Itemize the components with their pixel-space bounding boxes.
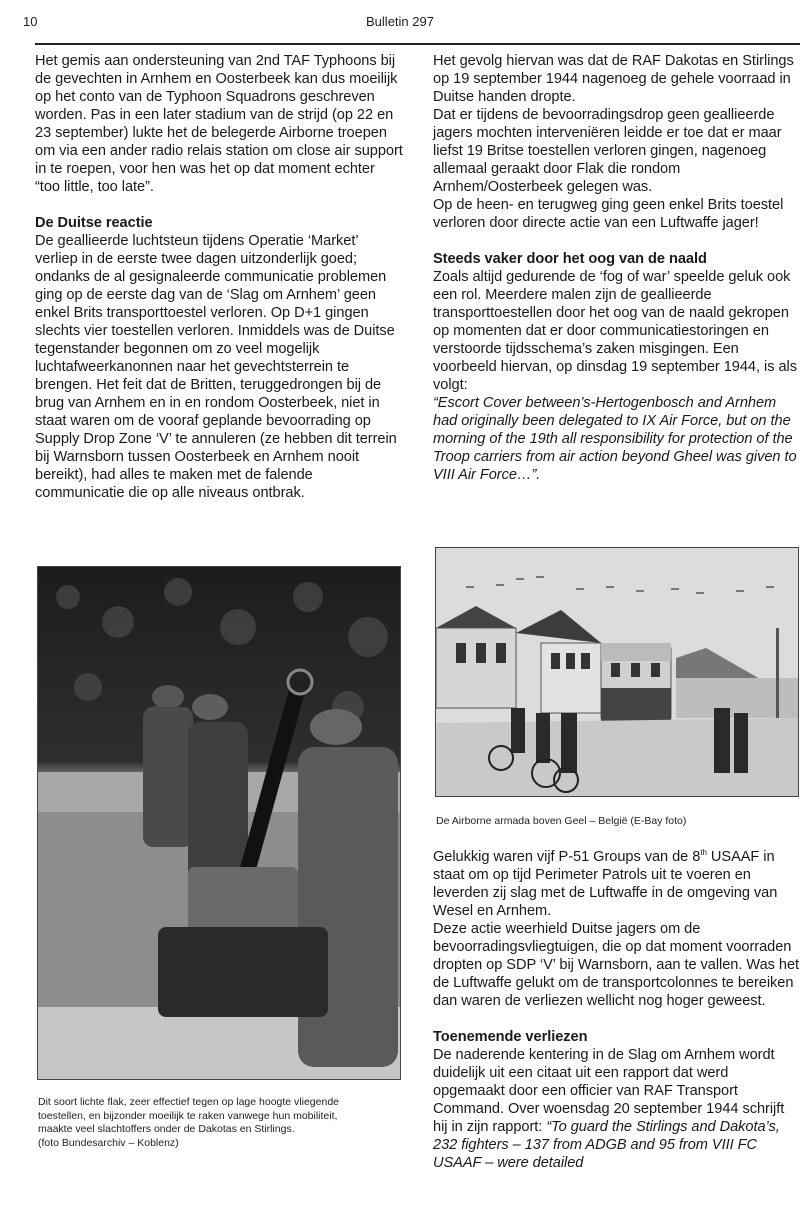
section-paragraph-duitse-reactie: De geallieerde luchtsteun tijdens Operatie ‘Market’ verliep in de eerste twee dagen uitzonderlijk goed; ondanks de al gesignaleerde communicatie problemen ging op de eerste dag van de ‘Slag om Arnhem’ geen enkel Brits transporttoestel verloren. Op D+1 gingen slechts vier toestellen verloren. Inmiddels was de Duitse tegenstander begonnen om zo veel mogelijk luchtafweerkanonnen naar het gevechtsterrein te brengen. Het feit dat de Britten, teruggedrongen bij de brug van Arnhem en in en rondom Oosterbeek, niet in staat waren om de vooraf geplande bevoorrading op Supply Drop Zone ‘V’ te annuleren (ze hebben dit terrein bij Warnsborn tussen Oosterbeek en Arnhem nooit bereikt), had alles te maken met de falende communicatie die op alle niveaus ontbrak. xyxy=(35,233,397,501)
caption-line: toestellen, en bijzonder moeilijk te raken vanwege hun mobiliteit, xyxy=(38,1109,338,1122)
geel-street-image xyxy=(436,548,798,796)
caption-line: maakte veel slachtoffers onder de Dakotas en Stirlings. xyxy=(38,1123,295,1135)
flak-gun-image xyxy=(38,567,400,1079)
paragraph-gevolg: Het gevolg hiervan was dat de RAF Dakotas en Stirlings op 19 september 1944 nagenoeg de gehele voorraad in Duitse handen dropte. xyxy=(433,53,794,105)
right-column-lower xyxy=(433,848,800,1172)
escort-cover-quote: “Escort Cover between’s-Hertogenbosch and Arnhem had originally been delegated to IX Air Force, but on the morning of the 19th all responsibility for protection of the Troop carriers from air action beyond Gheel was given to VIII Air Force…”. xyxy=(433,395,797,483)
p51-text-before: Gelukkig waren vijf P-51 Groups van de 8 xyxy=(433,849,701,865)
section-heading-oog-van-de-naald: Steeds vaker door het oog van de naald xyxy=(433,251,707,267)
section-paragraph-oog-van-de-naald: Zoals altijd gedurende de ‘fog of war’ speelde geluk ook een rol. Meerdere malen zijn de geallieerde transporttoestellen door het oog van de naald gekropen op momenten dat er door communicatiestoringen en verstoorde tijdsschema’s zaken misgingen. Een voorbeeld hiervan, op dinsdag 19 september 1944, is als volgt: xyxy=(433,269,797,393)
section-heading-duitse-reactie: De Duitse reactie xyxy=(35,215,153,231)
page-number: 10 xyxy=(23,14,38,29)
geel-street-photo xyxy=(435,547,799,797)
intro-paragraph: Het gemis aan ondersteuning van 2nd TAF Typhoons bij de gevechten in Arnhem en Oosterbeek kan dus moeilijk op het conto van de Typhoon Squadrons geschreven worden. Pas in een later stadium van de strijd (op 22 en 23 september) lukte het de belegerde Airborne troepen om via een ander radio relais station om close air support in te roepen, voor hen was het op dat moment echter “too little, too late”. xyxy=(35,53,403,195)
geel-photo-caption: De Airborne armada boven Geel – België (E-Bay foto) xyxy=(436,815,687,827)
flak-gun-photo xyxy=(37,566,401,1080)
ordinal-superscript: th xyxy=(700,848,707,857)
section-heading-toenemende-verliezen: Toenemende verliezen xyxy=(433,1029,588,1045)
caption-line: Dit soort lichte flak, zeer effectief tegen op lage hoogte vliegende xyxy=(38,1096,339,1108)
paragraph-bevoorradingsdrop: Dat er tijdens de bevoorradingsdrop geen geallieerde jagers mochten interveniëren leidde er toe dat er maar liefst 19 Britse toestellen verloren gingen, nagenoeg allemaal geraakt door Flak die rondom Arnhem/Oosterbeek gelegen was. xyxy=(433,107,782,195)
paragraph-deze-actie: Deze actie weerhield Duitse jagers om de bevoorradingsvliegtuigen, die op dat moment voorraden dropten op SDP ‘V’ bij Warnsborn, aan te vallen. Was het de Luftwaffe gelukt om de transportcolonnes te bereiken dan waren de verliezen wellicht nog hoger geweest. xyxy=(433,921,800,1009)
flak-photo-caption xyxy=(38,1096,408,1150)
verliezen-text: De naderende kentering in de Slag om Arnhem wordt duidelijk uit een citaat uit een rapport dat werd opgemaakt door een officier van RAF Transport Command. Over woensdag 20 september 1944 schrijft hij in zijn rapport: xyxy=(433,1047,785,1135)
caption-line: (foto Bundesarchiv – Koblenz) xyxy=(38,1136,179,1149)
p51-text-after: USAAF in staat om op tijd Perimeter Patrols uit te voeren en leverden zij slag met de Luftwaffe in de omgeving van Wesel en Arnhem. xyxy=(433,849,778,919)
paragraph-p51-groups xyxy=(433,848,800,920)
right-column-upper xyxy=(433,52,800,484)
header-rule xyxy=(35,43,800,45)
section-paragraph-toenemende-verliezen xyxy=(433,1046,800,1172)
running-title: Bulletin 297 xyxy=(366,14,434,29)
left-column xyxy=(35,52,403,502)
transport-command-quote: “To guard the Stirlings and Dakota’s, 232 fighters – 137 from ADGB and 95 from VIII FC USAAF – were detailed xyxy=(433,1119,780,1171)
paragraph-heen-terugweg: Op de heen- en terugweg ging geen enkel Brits toestel verloren door directe actie van een Luftwaffe jager! xyxy=(433,197,784,231)
